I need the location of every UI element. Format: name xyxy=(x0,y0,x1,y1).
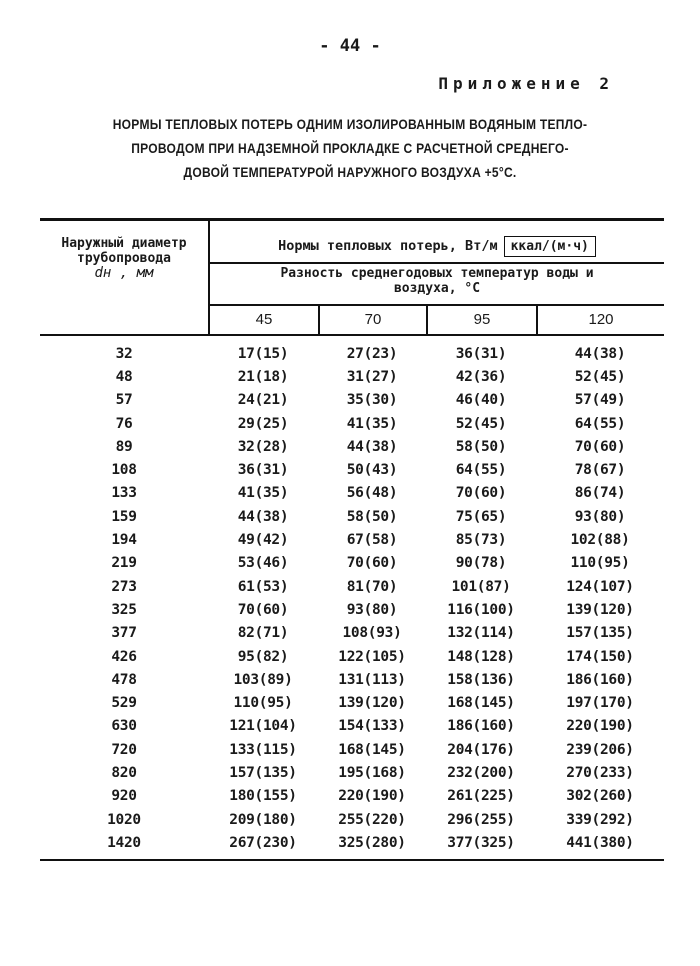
cell-dt-95: 116(100) xyxy=(447,601,515,618)
cell-dt-120: 174(150) xyxy=(566,648,634,665)
column-header-45: 45 xyxy=(255,311,273,328)
cell-diameter: 426 xyxy=(111,648,137,665)
table-body xyxy=(40,342,664,855)
cell-dt-95: 58(50) xyxy=(455,438,507,455)
table-row xyxy=(40,738,664,761)
cell-dt-70: 67(58) xyxy=(346,532,398,549)
cell-diameter: 478 xyxy=(111,671,137,688)
cell-diameter: 32 xyxy=(115,345,133,362)
cell-diameter: 529 xyxy=(111,695,137,712)
cell-dt-120: 110(95) xyxy=(570,555,630,572)
cell-diameter: 48 xyxy=(115,368,133,385)
column-header-70: 70 xyxy=(364,311,382,328)
cell-dt-45: 110(95) xyxy=(233,695,293,712)
cell-dt-95: 85(73) xyxy=(455,532,507,549)
table-row xyxy=(40,412,664,435)
cell-dt-95: 168(145) xyxy=(447,695,515,712)
cell-diameter: 194 xyxy=(111,532,137,549)
diameter-header-line: Наружный диаметр xyxy=(61,236,187,251)
cell-diameter: 1420 xyxy=(107,834,141,851)
column-header-95: 95 xyxy=(473,311,491,328)
cell-dt-120: 44(38) xyxy=(574,345,626,362)
cell-dt-45: 21(18) xyxy=(237,368,289,385)
table-row xyxy=(40,668,664,691)
diameter-header xyxy=(40,236,208,281)
cell-dt-120: 102(88) xyxy=(570,532,630,549)
document-title xyxy=(101,112,600,184)
cell-dt-95: 52(45) xyxy=(455,415,507,432)
page-number: - 44 - xyxy=(319,36,381,56)
cell-dt-45: 121(104) xyxy=(229,718,297,735)
table-row xyxy=(40,365,664,388)
cell-dt-95: 148(128) xyxy=(447,648,515,665)
diameter-symbol: dн , мм xyxy=(94,265,154,281)
cell-dt-95: 158(136) xyxy=(447,671,515,688)
table-row xyxy=(40,645,664,668)
cell-dt-95: 204(176) xyxy=(447,741,515,758)
table-row xyxy=(40,482,664,505)
cell-diameter: 377 xyxy=(111,625,137,642)
cell-diameter: 1020 xyxy=(107,811,141,828)
cell-dt-70: 220(190) xyxy=(338,788,406,805)
cell-dt-120: 239(206) xyxy=(566,741,634,758)
cell-dt-45: 32(28) xyxy=(237,438,289,455)
cell-dt-120: 157(135) xyxy=(566,625,634,642)
cell-diameter: 920 xyxy=(111,788,137,805)
table-row xyxy=(40,575,664,598)
cell-dt-95: 261(225) xyxy=(447,788,515,805)
cell-dt-70: 27(23) xyxy=(346,345,398,362)
table-row xyxy=(40,528,664,551)
table-top-rule xyxy=(40,218,664,221)
cell-dt-45: 44(38) xyxy=(237,508,289,525)
cell-dt-70: 108(93) xyxy=(342,625,402,642)
cell-diameter: 89 xyxy=(115,438,133,455)
table-row xyxy=(40,622,664,645)
cell-dt-95: 36(31) xyxy=(455,345,507,362)
title-line: ДОВОЙ ТЕМПЕРАТУРОЙ НАРУЖНОГО ВОЗДУХА +5°С. xyxy=(183,164,517,180)
cell-dt-45: 157(135) xyxy=(229,764,297,781)
table-row xyxy=(40,785,664,808)
cell-dt-95: 64(55) xyxy=(455,462,507,479)
cell-dt-120: 441(380) xyxy=(566,834,634,851)
cell-dt-45: 53(46) xyxy=(237,555,289,572)
cell-dt-70: 56(48) xyxy=(346,485,398,502)
cell-dt-45: 95(82) xyxy=(237,648,289,665)
cell-dt-70: 31(27) xyxy=(346,368,398,385)
header-divider xyxy=(208,304,664,306)
cell-dt-45: 103(89) xyxy=(233,671,293,688)
table-row xyxy=(40,715,664,738)
cell-dt-70: 70(60) xyxy=(346,555,398,572)
cell-dt-120: 52(45) xyxy=(574,368,626,385)
cell-dt-120: 186(160) xyxy=(566,671,634,688)
cell-dt-120: 70(60) xyxy=(574,438,626,455)
cell-dt-70: 58(50) xyxy=(346,508,398,525)
table-row xyxy=(40,691,664,714)
cell-dt-70: 41(35) xyxy=(346,415,398,432)
cell-dt-70: 139(120) xyxy=(338,695,406,712)
cell-dt-120: 86(74) xyxy=(574,485,626,502)
cell-diameter: 325 xyxy=(111,601,137,618)
cell-dt-95: 70(60) xyxy=(455,485,507,502)
cell-diameter: 133 xyxy=(111,485,137,502)
cell-dt-70: 122(105) xyxy=(338,648,406,665)
cell-dt-95: 377(325) xyxy=(447,834,515,851)
cell-dt-45: 70(60) xyxy=(237,601,289,618)
diameter-header-line: трубопровода xyxy=(77,251,171,266)
cell-dt-70: 93(80) xyxy=(346,601,398,618)
cell-dt-95: 296(255) xyxy=(447,811,515,828)
cell-dt-95: 232(200) xyxy=(447,764,515,781)
cell-dt-120: 124(107) xyxy=(566,578,634,595)
cell-diameter: 219 xyxy=(111,555,137,572)
diff-header-line: Разность среднегодовых температур воды и xyxy=(280,266,594,281)
cell-dt-120: 57(49) xyxy=(574,392,626,409)
norms-header-text: Нормы тепловых потерь, Вт/м xyxy=(278,238,498,254)
cell-dt-95: 132(114) xyxy=(447,625,515,642)
cell-dt-45: 82(71) xyxy=(237,625,289,642)
cell-dt-120: 78(67) xyxy=(574,462,626,479)
cell-dt-95: 90(78) xyxy=(455,555,507,572)
cell-dt-45: 209(180) xyxy=(229,811,297,828)
cell-dt-95: 75(65) xyxy=(455,508,507,525)
cell-dt-45: 29(25) xyxy=(237,415,289,432)
cell-dt-70: 44(38) xyxy=(346,438,398,455)
cell-dt-95: 186(160) xyxy=(447,718,515,735)
cell-dt-45: 17(15) xyxy=(237,345,289,362)
cell-dt-120: 339(292) xyxy=(566,811,634,828)
cell-dt-45: 36(31) xyxy=(237,462,289,479)
title-line: НОРМЫ ТЕПЛОВЫХ ПОТЕРЬ ОДНИМ ИЗОЛИРОВАННЫМ ВОДЯНЫМ ТЕПЛО- xyxy=(112,116,588,132)
cell-dt-95: 101(87) xyxy=(451,578,511,595)
cell-diameter: 76 xyxy=(115,415,133,432)
cell-dt-45: 24(21) xyxy=(237,392,289,409)
cell-diameter: 820 xyxy=(111,764,137,781)
title-line: ПРОВОДОМ ПРИ НАДЗЕМНОЙ ПРОКЛАДКЕ С РАСЧЕТНОЙ СРЕДНЕГО- xyxy=(131,140,569,156)
cell-dt-120: 93(80) xyxy=(574,508,626,525)
cell-dt-120: 139(120) xyxy=(566,601,634,618)
cell-dt-45: 133(115) xyxy=(229,741,297,758)
cell-dt-45: 180(155) xyxy=(229,788,297,805)
cell-diameter: 630 xyxy=(111,718,137,735)
table-row xyxy=(40,761,664,784)
cell-dt-70: 131(113) xyxy=(338,671,406,688)
cell-diameter: 57 xyxy=(115,392,133,409)
column-header-120: 120 xyxy=(588,311,614,328)
cell-dt-120: 64(55) xyxy=(574,415,626,432)
table-row xyxy=(40,435,664,458)
cell-dt-70: 195(168) xyxy=(338,764,406,781)
cell-dt-120: 302(260) xyxy=(566,788,634,805)
cell-dt-120: 220(190) xyxy=(566,718,634,735)
cell-dt-45: 41(35) xyxy=(237,485,289,502)
norms-unit-box: ккал/(м·ч) xyxy=(504,236,596,257)
cell-dt-45: 61(53) xyxy=(237,578,289,595)
table-row xyxy=(40,342,664,365)
cell-dt-120: 270(233) xyxy=(566,764,634,781)
cell-diameter: 108 xyxy=(111,462,137,479)
cell-dt-95: 46(40) xyxy=(455,392,507,409)
table-header-rule xyxy=(40,334,664,336)
temperature-difference-header xyxy=(210,266,664,296)
cell-dt-95: 42(36) xyxy=(455,368,507,385)
cell-dt-70: 35(30) xyxy=(346,392,398,409)
cell-diameter: 159 xyxy=(111,508,137,525)
table-row xyxy=(40,458,664,481)
cell-dt-70: 325(280) xyxy=(338,834,406,851)
table-row xyxy=(40,831,664,854)
cell-dt-120: 197(170) xyxy=(566,695,634,712)
cell-dt-70: 255(220) xyxy=(338,811,406,828)
table-row xyxy=(40,389,664,412)
cell-dt-70: 154(133) xyxy=(338,718,406,735)
header-divider xyxy=(208,262,664,264)
table-row xyxy=(40,505,664,528)
table-row xyxy=(40,552,664,575)
cell-dt-45: 49(42) xyxy=(237,532,289,549)
table-row xyxy=(40,598,664,621)
cell-dt-70: 50(43) xyxy=(346,462,398,479)
cell-dt-70: 81(70) xyxy=(346,578,398,595)
cell-diameter: 273 xyxy=(111,578,137,595)
appendix-label: Приложение 2 xyxy=(438,74,614,93)
cell-dt-70: 168(145) xyxy=(338,741,406,758)
cell-diameter: 720 xyxy=(111,741,137,758)
cell-dt-45: 267(230) xyxy=(229,834,297,851)
table-bottom-rule xyxy=(40,859,664,861)
diff-header-line: воздуха, °С xyxy=(393,281,481,296)
norms-header xyxy=(210,232,664,260)
table-row xyxy=(40,808,664,831)
